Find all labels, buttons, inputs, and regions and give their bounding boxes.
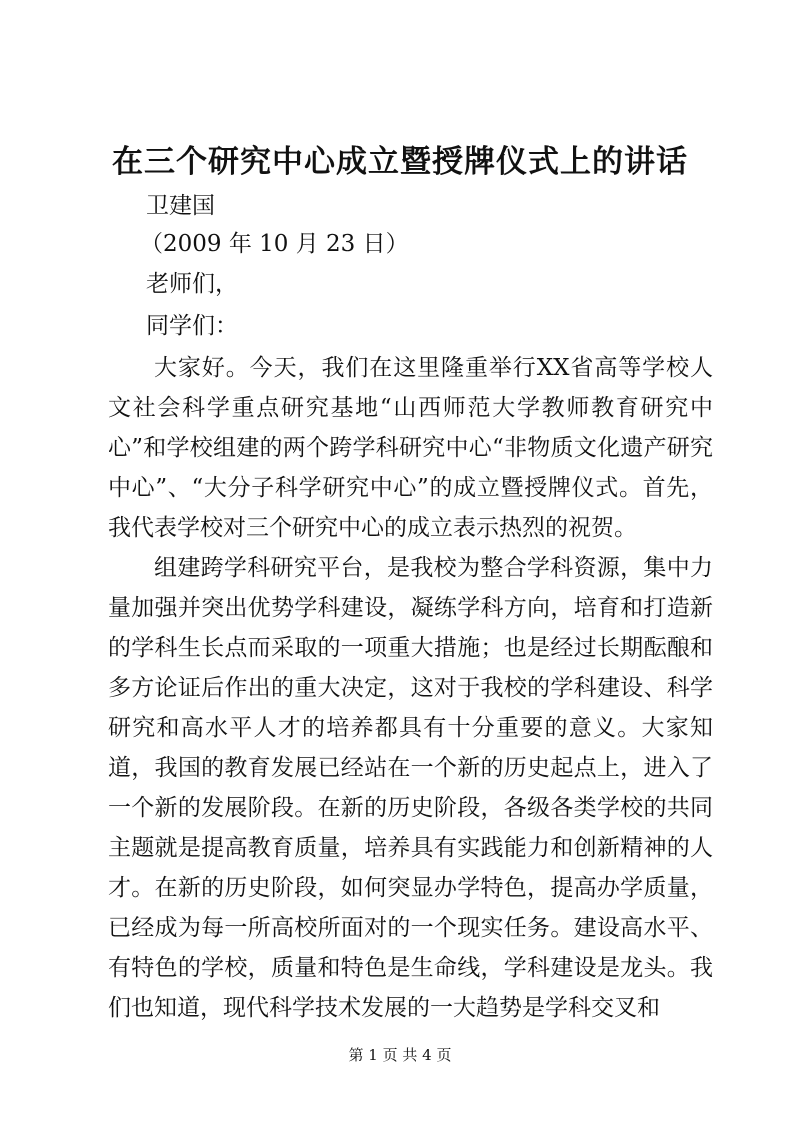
paragraph-1: 大家好。今天，我们在这里隆重举行XX省高等学校人文社会科学重点研究基地“山西师范大学教师教育研究中心”和学校组建的两个跨学科研究中心“非物质文化遗产研究中心”、“大分子科学研究中心”的成立暨授牌仪式。首先，我代表学校对三个研究中心的成立表示热烈的祝贺。 bbox=[108, 355, 713, 541]
author-name: 卫建国 bbox=[146, 193, 215, 219]
paragraph-2: 组建跨学科研究平台，是我校为整合学科资源，集中力量加强并突出优势学科建设，凝练学科方向，培育和打造新的学科生长点而采取的一项重大措施；也是经过长期酝酿和多方论证后作出的重大决定，这对于我校的学科建设、科学研究和高水平人才的培养都具有十分重要的意义。大家知道，我国的教育发展已经站在一个新的历史起点上，进入了一个新的发展阶段。在新的历史阶段，各级各类学校的共同主题就是提高教育质量，培养具有实践能力和创新精神的人才。在新的历史阶段，如何突显办学特色，提高办学质量，已经成为每一所高校所面对的一个现实任务。建设高水平、有特色的学校，质量和特色是生命线，学科建设是龙头。我们也知道，现代科学技术发展的一大趋势是学科交叉和 bbox=[108, 555, 713, 1021]
document-title: 在三个研究中心成立暨授牌仪式上的讲话 bbox=[112, 144, 688, 180]
salutation-students: 同学们： bbox=[146, 313, 238, 339]
speech-date: （2009 年 10 月 23 日） bbox=[140, 231, 409, 257]
salutation-teachers: 老师们， bbox=[146, 271, 238, 297]
page-footer: 第 1 页 共 4 页 bbox=[348, 1046, 452, 1064]
speech-body bbox=[108, 348, 713, 1028]
